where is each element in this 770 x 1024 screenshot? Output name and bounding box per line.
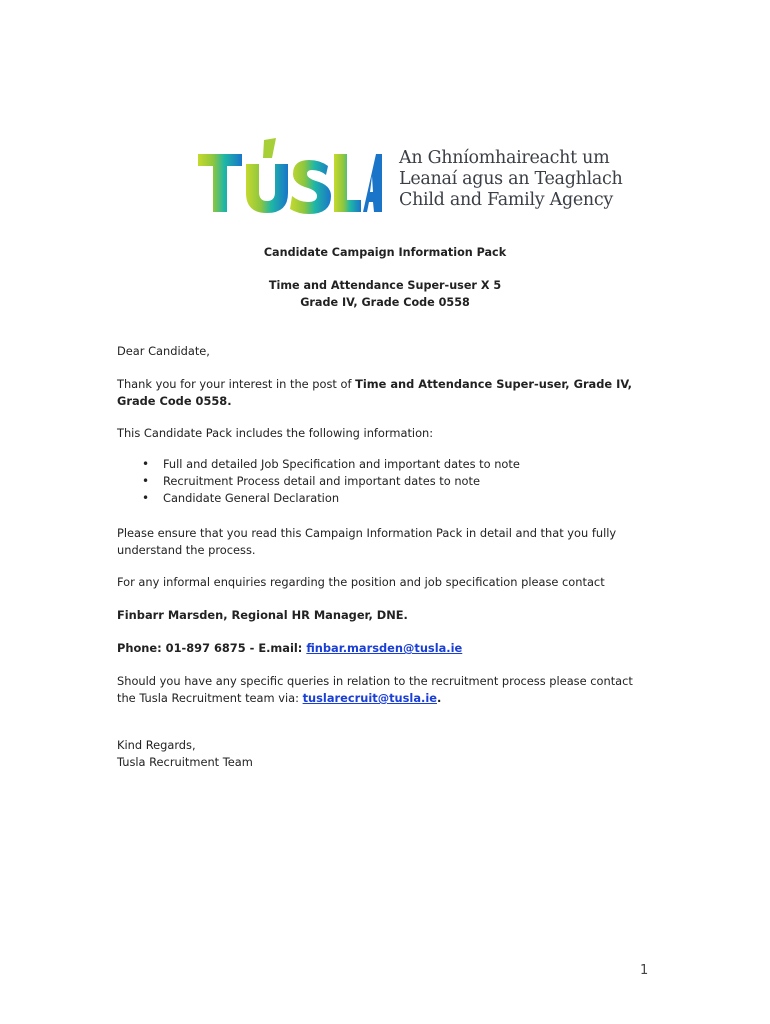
agency-name-irish-2: Leanaí agus an Teaghlach bbox=[399, 169, 623, 189]
queries-paragraph bbox=[117, 673, 647, 707]
intro-prefix: Thank you for your interest in the post of bbox=[117, 377, 356, 391]
contact-name: Finbarr Marsden, Regional HR Manager, DNE. bbox=[117, 608, 408, 622]
agency-name bbox=[399, 148, 622, 211]
grade-line: Grade IV, Grade Code 0558 bbox=[300, 296, 470, 309]
greeting: Dear Candidate, bbox=[117, 344, 210, 358]
pack-contents-list bbox=[117, 456, 520, 507]
informal-enquiries: For any informal enquiries regarding the position and job specification please contact bbox=[117, 575, 605, 589]
contact-email-link[interactable]: finbar.marsden@tusla.ie bbox=[306, 641, 463, 655]
tusla-logo bbox=[196, 136, 623, 216]
phone-label: Phone: 01-897 6875 - E.mail: bbox=[117, 641, 307, 655]
post-title: Time and Attendance Super-user X 5 bbox=[268, 279, 502, 292]
recruitment-email-link[interactable]: tuslarecruit@tusla.ie bbox=[302, 691, 437, 705]
queries-prefix: Should you have any specific queries in relation to the recruitment process please contact the Tusla Recruitment team via: bbox=[117, 674, 633, 705]
document-title: Candidate Campaign Information Pack bbox=[263, 246, 507, 259]
intro-post-name: Time and Attendance Super-user, Grade IV, Grade Code 0558. bbox=[117, 377, 633, 408]
ensure-paragraph: Please ensure that you read this Campaign Information Pack in detail and that you fully understand the process. bbox=[117, 526, 617, 557]
contact-line bbox=[117, 640, 647, 657]
list-item: • Recruitment Process detail and important dates to note bbox=[117, 473, 520, 490]
closing: Kind Regards, bbox=[117, 738, 196, 752]
tusla-wordmark-icon bbox=[196, 136, 382, 216]
agency-name-english: Child and Family Agency bbox=[399, 190, 613, 210]
list-item: • Full and detailed Job Specification and important dates to note bbox=[117, 456, 520, 473]
list-item: • Candidate General Declaration bbox=[117, 490, 520, 507]
page-number: 1 bbox=[640, 963, 649, 978]
signature: Tusla Recruitment Team bbox=[117, 755, 253, 769]
pack-intro: This Candidate Pack includes the following information: bbox=[117, 426, 434, 440]
agency-name-irish-1: An Ghníomhaireacht um bbox=[399, 148, 610, 168]
intro-paragraph bbox=[117, 376, 647, 410]
queries-suffix: . bbox=[436, 691, 442, 705]
